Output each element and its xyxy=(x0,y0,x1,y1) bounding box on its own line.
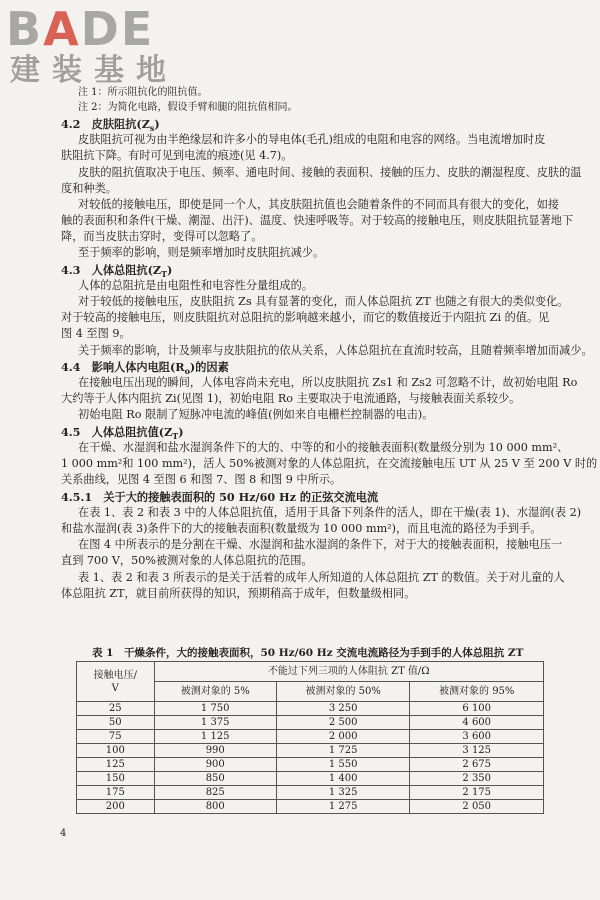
table-subheader: 被测对象的 5% xyxy=(154,682,276,702)
paragraph-line: 皮肤的阻抗值取决于电压、频率、通电时间、接触的表面积、接触的压力、皮肤的潮湿程度、皮肤的温 xyxy=(78,166,582,179)
paragraph-line: 在干燥、水湿润和盐水湿润条件下的大的、中等的和小的接触表面积(数量级分别为 10 000 mm²、 xyxy=(78,441,569,454)
section-heading-4-5: 4.5 人体总阻抗值$(Z_T)$ xyxy=(61,425,184,442)
table-cell: 4 600 xyxy=(410,716,544,730)
paragraph-line: 皮肤阻抗可视为由半绝缘层和许多小的导电体(毛孔)组成的电阻和电容的网络。当电流增加时皮 xyxy=(78,133,546,146)
table-cell: 2 000 xyxy=(276,730,410,744)
paragraph-line: 直到 700 V，50%被测对象的人体总阻抗的范围。 xyxy=(61,554,313,567)
table-cell: 900 xyxy=(154,758,276,772)
table-cell: 3 250 xyxy=(276,702,410,716)
table-cell: 800 xyxy=(154,800,276,814)
paragraph-line: 关系曲线，见图 4 至图 6 和图 7、图 8 和图 9 中所示。 xyxy=(61,473,342,486)
section-heading-4-4: 4.4 影响人体内电阻$(R_o)$的因素 xyxy=(61,360,229,377)
table-cell: 100 xyxy=(77,744,155,758)
paragraph-line: 触的表面积和条件(干燥、潮湿、出汗)、温度、快速呼吸等。对于较高的接触电压，则皮肤阻抗显著地下 xyxy=(61,214,574,227)
table-cell: 200 xyxy=(77,800,155,814)
paragraph-line: 降，而当皮肤击穿时，变得可以忽略了。 xyxy=(61,230,263,243)
table-cell: 25 xyxy=(77,702,155,716)
paragraph-line: 1 000 mm²和 100 mm²)，活人 50%被测对象的人体总阻抗，在交流接触电压 UT 从 25 V 至 200 V 时的 xyxy=(61,457,598,470)
table-cell: 850 xyxy=(154,772,276,786)
logo-wordmark: BADE xyxy=(6,2,155,56)
table-cell: 990 xyxy=(154,744,276,758)
table-cell: 2 050 xyxy=(410,800,544,814)
table-row xyxy=(77,730,544,744)
table-cell: 1 550 xyxy=(276,758,410,772)
paragraph-line: 至于频率的影响，则是频率增加时皮肤阻抗减少。 xyxy=(78,246,325,259)
table-cell: 150 xyxy=(77,772,155,786)
table-cell: 1 325 xyxy=(276,786,410,800)
table-row xyxy=(77,758,544,772)
note-1: 注 1：所示阻抗化的阻抗值。 xyxy=(78,87,208,98)
table-cell: 2 675 xyxy=(410,758,544,772)
table-cell: 6 100 xyxy=(410,702,544,716)
paragraph-line: 和盐水湿润(表 3)条件下的大的接触表面积(数量级为 10 000 mm²)，而且电流的路径为手到手。 xyxy=(61,522,542,535)
paragraph-line: 在图 4 中所表示的是分割在干燥、水湿润和盐水湿润的条件下，对于大的接触表面积，接触电压一 xyxy=(78,538,563,551)
table-cell: 3 600 xyxy=(410,730,544,744)
note-2: 注 2：为简化电路，假设手臂和腿的阻抗值相同。 xyxy=(78,102,298,113)
table-cell: 3 125 xyxy=(410,744,544,758)
table-row xyxy=(77,786,544,800)
paragraph-line: 表 1、表 2 和表 3 所表示的是关于活着的成年人所知道的人体总阻抗 ZT 的数值。关于对儿童的人 xyxy=(78,571,565,584)
paragraph-line: 对于较低的接触电压，皮肤阻抗 Zs 具有显著的变化，而人体总阻抗 ZT 也随之有很大的类似变化。 xyxy=(78,295,569,308)
table-cell: 75 xyxy=(77,730,155,744)
table-subheader: 被测对象的 95% xyxy=(410,682,544,702)
table-row xyxy=(77,800,544,814)
table-row xyxy=(77,772,544,786)
paragraph-line: 图 4 至图 9。 xyxy=(61,327,131,340)
paragraph-line: 体总阻抗 ZT，就目前所获得的知识，预期稍高于成年，但数量级相同。 xyxy=(61,587,416,600)
table-cell: 2 500 xyxy=(276,716,410,730)
section-heading-4-5-1: 4.5.1 关于大的接触表面积的 50 Hz/60 Hz 的正弦交流电流 xyxy=(61,490,379,504)
table-header-voltage: 接触电压/ V xyxy=(77,662,155,702)
table-cell: 1 125 xyxy=(154,730,276,744)
paragraph-line: 对于较高的接触电压，则皮肤阻抗对总阻抗的影响越来越小，而它的数值接近于内阻抗 Zi 的值。见 xyxy=(61,311,550,324)
table-row xyxy=(77,716,544,730)
table-subheader: 被测对象的 50% xyxy=(276,682,410,702)
table-cell: 1 750 xyxy=(154,702,276,716)
paragraph-line: 度和种类。 xyxy=(61,182,117,195)
paragraph-line: 初始电阻 Ro 限制了短脉冲电流的峰值(例如来自电栅栏控制器的电击)。 xyxy=(78,408,434,421)
paragraph-line: 关于频率的影响，计及频率与皮肤阻抗的依从关系，人体总阻抗在直流时较高，且随着频率增加而减少。 xyxy=(78,344,593,357)
table-cell: 2 350 xyxy=(410,772,544,786)
table-cell: 2 175 xyxy=(410,786,544,800)
table-row xyxy=(77,702,544,716)
impedance-table xyxy=(76,661,544,814)
table-cell: 125 xyxy=(77,758,155,772)
table-cell: 825 xyxy=(154,786,276,800)
table-cell: 1 725 xyxy=(276,744,410,758)
table-cell: 1 375 xyxy=(154,716,276,730)
paragraph-line: 对较低的接触电压，即使是同一个人，其皮肤阻抗值也会随着条件的不同而具有很大的变化，如接 xyxy=(78,198,560,211)
table-header-group: 不能过下列三项的人体阻抗 ZT 值/Ω xyxy=(154,662,543,682)
page-number: 4 xyxy=(60,828,67,839)
paragraph-line: 在表 1、表 2 和表 3 中的人体总阻抗值，适用于具备下列条件的活人，即在干燥(表 1)、水湿润(表 2) xyxy=(78,506,582,519)
table-row xyxy=(77,744,544,758)
paragraph-line: 人体的总阻抗是由电阻性和电容性分量组成的。 xyxy=(78,279,313,292)
paragraph-line: 大约等于人体内阻抗 Zi(见图 1)，初始电阻 Ro 主要取决于电流通路，与接触表面关系较少。 xyxy=(61,392,521,405)
table-cell: 175 xyxy=(77,786,155,800)
table-caption: 表 1 干燥条件，大的接触表面积，50 Hz/60 Hz 交流电流路径为手到手的人体总阻抗 ZT xyxy=(92,647,524,659)
table-cell: 50 xyxy=(77,716,155,730)
table-cell: 1 275 xyxy=(276,800,410,814)
table-cell: 1 400 xyxy=(276,772,410,786)
watermark-logo xyxy=(6,4,196,94)
paragraph-line: 肤阻抗下降。有时可见到电流的痕迹(见 4.7)。 xyxy=(61,149,293,162)
logo-subtitle: 建装基地 xyxy=(10,53,178,88)
section-heading-4-2: 4.2 皮肤阻抗$(Z_s)$ xyxy=(61,117,160,134)
section-heading-4-3: 4.3 人体总阻抗$(Z_T)$ xyxy=(61,263,173,280)
paragraph-line: 在接触电压出现的瞬间，人体电容尚未充电，所以皮肤阻抗 Zs1 和 Zs2 可忽略不计，故初始电阻 Ro xyxy=(78,376,578,389)
